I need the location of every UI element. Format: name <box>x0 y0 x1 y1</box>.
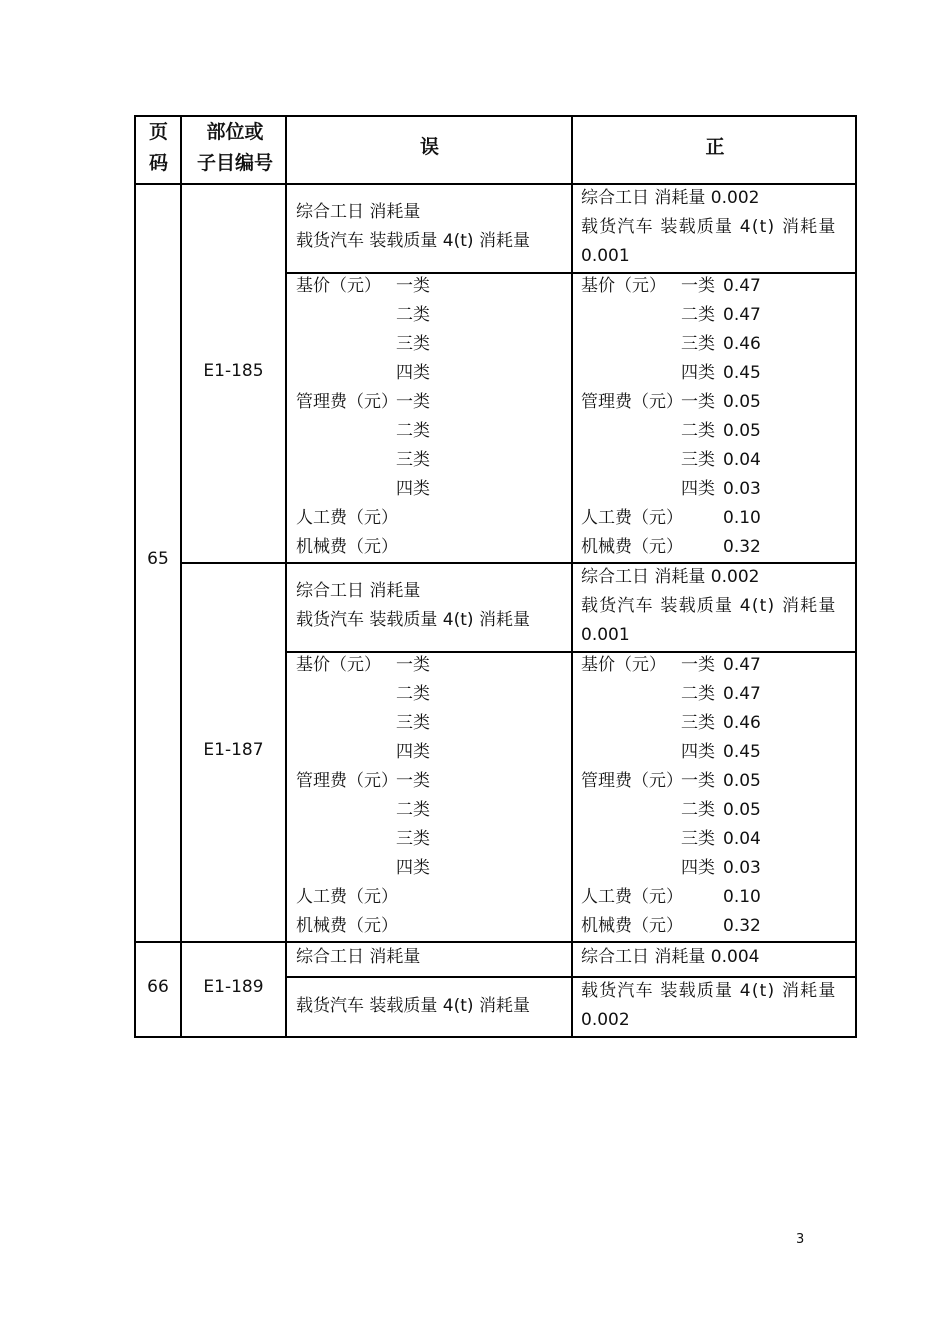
price-category: 二类 <box>396 421 430 441</box>
price-category: 一类 <box>681 392 715 412</box>
right-consumption <box>581 563 849 650</box>
page-number: 3 <box>796 1232 805 1247</box>
price-row <box>581 767 851 796</box>
price-value: 0.45 <box>723 742 761 762</box>
price-category: 二类 <box>681 421 715 441</box>
price-value: 0.04 <box>723 829 761 849</box>
price-row <box>581 388 851 417</box>
price-row <box>581 883 851 912</box>
price-category: 三类 <box>681 450 715 470</box>
price-category: 二类 <box>396 800 430 820</box>
price-category: 四类 <box>681 858 715 878</box>
wrong-line: 载货汽车 装载质量 4(t) 消耗量 <box>296 610 530 630</box>
header-item-line1: 部位或 <box>206 121 264 143</box>
price-label: 人工费（元） <box>581 887 683 907</box>
price-category: 四类 <box>396 858 430 878</box>
header-wrong: 误 <box>419 136 439 158</box>
price-category: 四类 <box>396 363 430 383</box>
wrong-prices <box>296 272 566 562</box>
price-category: 二类 <box>681 800 715 820</box>
item-code-e1-187: E1-187 <box>203 740 264 760</box>
price-row <box>296 854 566 883</box>
price-category: 三类 <box>396 450 430 470</box>
price-label: 管理费（元） <box>296 392 398 412</box>
right-prices <box>581 651 851 941</box>
price-value: 0.05 <box>723 421 761 441</box>
header-page-cell <box>136 117 181 179</box>
price-label: 机械费（元） <box>581 916 683 936</box>
price-row <box>296 272 566 301</box>
price-category: 三类 <box>396 713 430 733</box>
right-consumption <box>581 184 849 271</box>
price-value: 0.45 <box>723 363 761 383</box>
price-value: 0.47 <box>723 655 761 675</box>
header-page-line1: 页 <box>148 121 168 143</box>
right-line: 载货汽车 装载质量 4(t) 消耗量 <box>581 596 837 616</box>
price-category: 三类 <box>681 829 715 849</box>
price-row <box>296 825 566 854</box>
price-value: 0.10 <box>723 508 761 528</box>
price-row <box>581 446 851 475</box>
price-category: 四类 <box>681 742 715 762</box>
price-category: 四类 <box>681 479 715 499</box>
price-row <box>296 796 566 825</box>
price-value: 0.04 <box>723 450 761 470</box>
header-item-line2: 子目编号 <box>196 152 273 174</box>
price-category: 一类 <box>396 655 430 675</box>
price-category: 二类 <box>396 305 430 325</box>
right-line: 载货汽车 装载质量 4(t) 消耗量 <box>581 217 837 237</box>
price-row <box>581 330 851 359</box>
price-label: 机械费（元） <box>581 537 683 557</box>
page-cell-66: 66 <box>147 977 169 997</box>
price-row <box>296 417 566 446</box>
wrong-prices <box>296 651 566 941</box>
wrong-line: 载货汽车 装载质量 4(t) 消耗量 <box>296 231 530 251</box>
price-row <box>581 680 851 709</box>
price-category: 一类 <box>396 771 430 791</box>
item-code-e1-185: E1-185 <box>203 361 264 381</box>
price-row <box>296 388 566 417</box>
price-row <box>581 709 851 738</box>
price-label: 人工费（元） <box>296 887 398 907</box>
price-row <box>581 475 851 504</box>
price-label: 人工费（元） <box>581 508 683 528</box>
price-value: 0.47 <box>723 684 761 704</box>
price-row <box>581 359 851 388</box>
price-row <box>581 533 851 562</box>
grid-line <box>180 117 182 1036</box>
price-value: 0.46 <box>723 713 761 733</box>
price-label: 管理费（元） <box>581 392 683 412</box>
price-category: 四类 <box>396 479 430 499</box>
price-category: 一类 <box>396 392 430 412</box>
price-row <box>296 533 566 562</box>
price-row <box>581 825 851 854</box>
price-row <box>296 912 566 941</box>
grid-line <box>285 117 287 1036</box>
price-row <box>296 767 566 796</box>
price-row <box>296 504 566 533</box>
wrong-line: 载货汽车 装载质量 4(t) 消耗量 <box>296 996 530 1016</box>
price-value: 0.47 <box>723 305 761 325</box>
price-row <box>581 738 851 767</box>
price-row <box>296 883 566 912</box>
price-category: 一类 <box>681 655 715 675</box>
right-line: 载货汽车 装载质量 4(t) 消耗量 <box>581 981 837 1001</box>
wrong-vehicle <box>296 992 530 1021</box>
price-label: 基价（元） <box>581 276 666 296</box>
right-line: 0.001 <box>581 246 630 266</box>
price-label: 机械费（元） <box>296 916 398 936</box>
price-row <box>581 796 851 825</box>
right-vehicle <box>581 977 849 1035</box>
right-line: 综合工日 消耗量 0.002 <box>581 188 760 208</box>
price-value: 0.47 <box>723 276 761 296</box>
header-page-line2: 码 <box>148 152 168 174</box>
page-cell-65: 65 <box>147 549 169 569</box>
item-code-e1-189: E1-189 <box>203 977 264 997</box>
price-value: 0.05 <box>723 392 761 412</box>
price-category: 一类 <box>396 276 430 296</box>
grid-line <box>571 117 573 1036</box>
price-label: 基价（元） <box>296 655 381 675</box>
price-label: 基价（元） <box>296 276 381 296</box>
price-row <box>581 912 851 941</box>
price-label: 管理费（元） <box>581 771 683 791</box>
right-line: 0.001 <box>581 625 630 645</box>
right-prices <box>581 272 851 562</box>
price-row <box>296 330 566 359</box>
price-label: 基价（元） <box>581 655 666 675</box>
wrong-line: 综合工日 消耗量 <box>296 202 421 222</box>
right-line: 综合工日 消耗量 0.002 <box>581 567 760 587</box>
price-value: 0.10 <box>723 887 761 907</box>
price-category: 三类 <box>681 334 715 354</box>
price-category: 一类 <box>681 771 715 791</box>
errata-table <box>134 115 857 1038</box>
wrong-consumption <box>296 943 420 972</box>
price-category: 二类 <box>681 684 715 704</box>
price-label: 机械费（元） <box>296 537 398 557</box>
price-category: 四类 <box>681 363 715 383</box>
price-row <box>296 359 566 388</box>
price-category: 三类 <box>681 713 715 733</box>
price-row <box>296 301 566 330</box>
price-row <box>296 709 566 738</box>
price-row <box>296 475 566 504</box>
price-category: 二类 <box>396 684 430 704</box>
price-row <box>296 651 566 680</box>
price-category: 二类 <box>681 305 715 325</box>
price-label: 管理费（元） <box>296 771 398 791</box>
price-value: 0.46 <box>723 334 761 354</box>
right-consumption <box>581 943 849 972</box>
price-category: 三类 <box>396 334 430 354</box>
wrong-line: 综合工日 消耗量 <box>296 947 421 967</box>
right-line: 0.002 <box>581 1010 630 1030</box>
price-value: 0.32 <box>723 537 761 557</box>
price-row <box>581 854 851 883</box>
price-value: 0.05 <box>723 771 761 791</box>
price-row <box>581 651 851 680</box>
wrong-line: 综合工日 消耗量 <box>296 581 421 601</box>
price-value: 0.05 <box>723 800 761 820</box>
price-row <box>296 446 566 475</box>
wrong-consumption <box>296 198 530 256</box>
price-row <box>581 272 851 301</box>
price-value: 0.03 <box>723 479 761 499</box>
right-line: 综合工日 消耗量 0.004 <box>581 947 760 967</box>
price-row <box>296 738 566 767</box>
price-category: 三类 <box>396 829 430 849</box>
price-category: 一类 <box>681 276 715 296</box>
price-row <box>581 417 851 446</box>
price-value: 0.32 <box>723 916 761 936</box>
wrong-consumption <box>296 577 530 635</box>
header-right: 正 <box>705 136 725 158</box>
price-row <box>581 504 851 533</box>
price-label: 人工费（元） <box>296 508 398 528</box>
price-value: 0.03 <box>723 858 761 878</box>
header-item-cell <box>183 117 287 179</box>
price-row <box>296 680 566 709</box>
price-row <box>581 301 851 330</box>
price-category: 四类 <box>396 742 430 762</box>
